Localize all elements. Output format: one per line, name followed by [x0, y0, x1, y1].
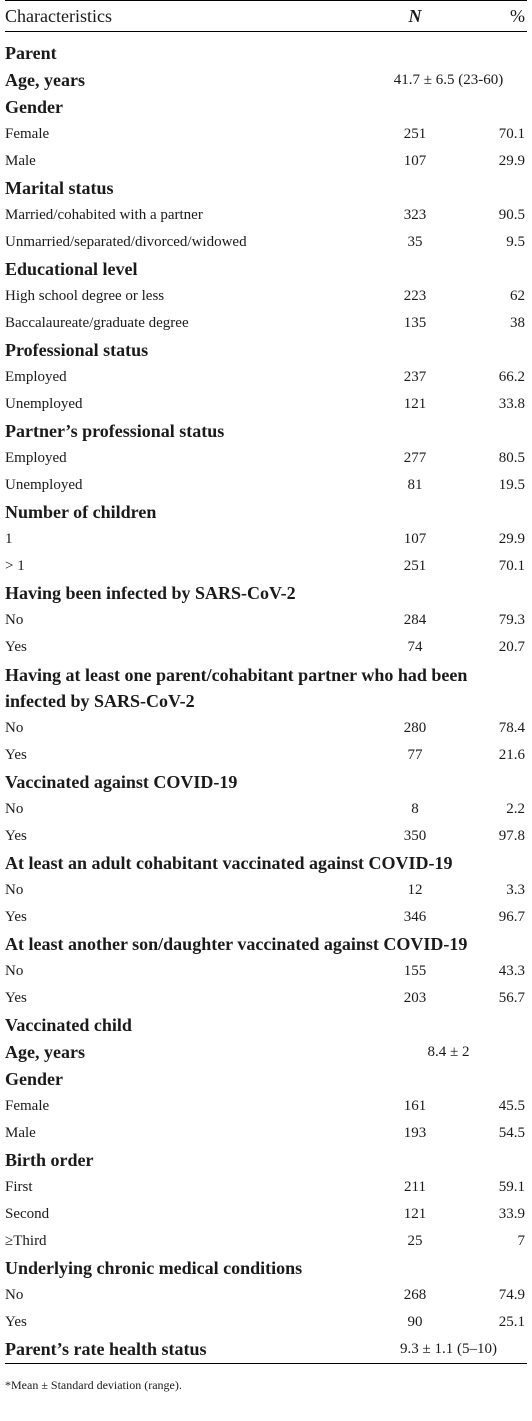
section-header-row [5, 175, 527, 202]
table-row [5, 715, 527, 742]
row-label: First [5, 1179, 33, 1195]
row-label: Yes [5, 1314, 27, 1330]
row-percent: 90.5 [498, 207, 525, 223]
section-header-row [5, 418, 527, 445]
row-percent: 7 [517, 1233, 525, 1249]
summary-value: 9.3 ± 1.1 (5–10) [370, 1336, 527, 1364]
row-n: 237 [403, 369, 427, 385]
section-label: Educational level [5, 259, 138, 279]
summary-row [5, 1039, 527, 1066]
row-n: 107 [403, 153, 427, 169]
table-row [5, 985, 527, 1012]
row-n: 121 [403, 396, 427, 412]
section-header-row [5, 850, 527, 877]
section-label: Having at least one parent/cohabitant partner who had been infected by SARS-CoV-2 [5, 665, 468, 711]
row-n: 346 [403, 909, 427, 925]
section-header-row [5, 1255, 527, 1282]
section-label: Gender [5, 97, 63, 117]
row-n: 135 [403, 315, 427, 331]
section-header-row [5, 32, 527, 68]
section-label: Partner’s professional status [5, 421, 225, 441]
row-label: Employed [5, 450, 67, 466]
row-n: 223 [403, 288, 427, 304]
table-body [5, 32, 527, 1364]
table-row [5, 202, 527, 229]
section-header-row [5, 1147, 527, 1174]
row-percent: 43.3 [498, 963, 525, 979]
row-n: 193 [403, 1125, 427, 1141]
table-row [5, 445, 527, 472]
row-label: Married/cohabited with a partner [5, 207, 203, 223]
row-label: No [5, 612, 24, 628]
row-n: 161 [403, 1098, 427, 1114]
summary-row [5, 67, 527, 94]
row-label: Female [5, 126, 50, 142]
table-row [5, 283, 527, 310]
row-label: Employed [5, 369, 67, 385]
row-percent: 38 [510, 315, 525, 331]
table-row [5, 391, 527, 418]
table-row [5, 553, 527, 580]
section-label: Vaccinated child [5, 1015, 132, 1035]
row-label: Second [5, 1206, 50, 1222]
row-n: 8 [411, 801, 419, 817]
row-label: Female [5, 1098, 50, 1114]
summary-value: 41.7 ± 6.5 (23-60) [393, 72, 504, 88]
section-label: Age, years [5, 1042, 85, 1062]
table-row [5, 823, 527, 850]
section-label: Marital status [5, 178, 114, 198]
table-row [5, 121, 527, 148]
row-percent: 25.1 [498, 1314, 525, 1330]
row-label: Yes [5, 990, 27, 1006]
row-n: 81 [407, 477, 423, 493]
row-label: No [5, 801, 24, 817]
row-n: 251 [403, 126, 427, 142]
row-n: 284 [403, 612, 427, 628]
row-percent: 19.5 [498, 477, 525, 493]
table-row [5, 1201, 527, 1228]
table-row [5, 1228, 527, 1255]
row-percent: 33.9 [498, 1206, 525, 1222]
section-label: Vaccinated against COVID-19 [5, 772, 238, 792]
row-n: 203 [403, 990, 427, 1006]
row-percent: 29.9 [498, 531, 525, 547]
row-percent: 56.7 [498, 990, 525, 1006]
table-row [5, 526, 527, 553]
table-row [5, 877, 527, 904]
row-percent: 3.3 [506, 882, 525, 898]
section-header-row [5, 661, 527, 715]
row-percent: 78.4 [498, 720, 525, 736]
section-header-row [5, 337, 527, 364]
row-label: Male [5, 153, 36, 169]
row-percent: 96.7 [498, 909, 525, 925]
summary-row [5, 1336, 527, 1364]
section-header-row [5, 499, 527, 526]
table-row [5, 229, 527, 256]
table-row [5, 472, 527, 499]
row-n: 268 [403, 1287, 427, 1303]
row-percent: 70.1 [498, 126, 525, 142]
table-row [5, 607, 527, 634]
section-label: Gender [5, 1069, 63, 1089]
section-label: Parent [5, 43, 57, 63]
table-row [5, 634, 527, 661]
section-header-row [5, 1012, 527, 1039]
row-percent: 97.8 [498, 828, 525, 844]
table-header-row [5, 1, 527, 32]
row-n: 107 [403, 531, 427, 547]
row-percent: 70.1 [498, 558, 525, 574]
footnote: *Mean ± Standard deviation (range). [5, 1378, 182, 1392]
row-n: 350 [403, 828, 427, 844]
row-n: 35 [407, 234, 423, 250]
row-n: 25 [407, 1233, 423, 1249]
row-label: Unmarried/separated/divorced/widowed [5, 234, 247, 250]
section-label: At least an adult cohabitant vaccinated against COVID-19 [5, 853, 453, 873]
row-percent: 59.1 [498, 1179, 525, 1195]
row-label: Yes [5, 747, 27, 763]
row-n: 77 [407, 747, 423, 763]
header-characteristics: Characteristics [5, 1, 370, 32]
row-label: Yes [5, 828, 27, 844]
section-header-row [5, 1066, 527, 1093]
row-percent: 20.7 [498, 639, 525, 655]
row-label: Unemployed [5, 396, 83, 412]
row-percent: 66.2 [498, 369, 525, 385]
table-row [5, 310, 527, 337]
row-percent: 21.6 [498, 747, 525, 763]
table-row [5, 148, 527, 175]
row-percent: 62 [510, 288, 525, 304]
row-n: 251 [403, 558, 427, 574]
row-n: 74 [407, 639, 423, 655]
row-percent: 54.5 [498, 1125, 525, 1141]
section-label: Professional status [5, 340, 149, 360]
row-percent: 79.3 [498, 612, 525, 628]
row-percent: 80.5 [498, 450, 525, 466]
row-n: 155 [403, 963, 427, 979]
section-label: Having been infected by SARS-CoV-2 [5, 583, 296, 603]
row-label: 1 [5, 531, 13, 547]
row-label: Male [5, 1125, 36, 1141]
section-header-row [5, 94, 527, 121]
row-label: Yes [5, 639, 27, 655]
row-label: No [5, 882, 24, 898]
row-label: High school degree or less [5, 288, 165, 304]
header-n: N [370, 1, 460, 32]
row-label: Yes [5, 909, 27, 925]
table-row [5, 958, 527, 985]
row-label: No [5, 720, 24, 736]
section-label: Birth order [5, 1150, 94, 1170]
row-label: Baccalaureate/graduate degree [5, 315, 189, 331]
row-percent: 2.2 [506, 801, 525, 817]
row-n: 277 [403, 450, 427, 466]
row-n: 323 [403, 207, 427, 223]
row-n: 90 [407, 1314, 423, 1330]
row-percent: 29.9 [498, 153, 525, 169]
row-n: 121 [403, 1206, 427, 1222]
table-row [5, 796, 527, 823]
row-percent: 9.5 [506, 234, 525, 250]
section-header-row [5, 769, 527, 796]
section-label: Age, years [5, 70, 85, 90]
row-label: No [5, 963, 24, 979]
row-label: Unemployed [5, 477, 83, 493]
table-row [5, 904, 527, 931]
table-row [5, 364, 527, 391]
section-label: At least another son/daughter vaccinated against COVID-19 [5, 934, 468, 954]
table-row [5, 1093, 527, 1120]
section-label: Number of children [5, 502, 157, 522]
section-header-row [5, 580, 527, 607]
table-row [5, 1309, 527, 1336]
table-row [5, 1282, 527, 1309]
table-row [5, 1120, 527, 1147]
row-percent: 74.9 [498, 1287, 525, 1303]
section-label: Parent’s rate health status [5, 1336, 370, 1364]
row-label: ≥Third [5, 1233, 47, 1249]
row-n: 12 [407, 882, 423, 898]
header-percent: % [460, 1, 527, 32]
section-header-row [5, 256, 527, 283]
section-label: Underlying chronic medical conditions [5, 1258, 303, 1278]
characteristics-table [5, 0, 527, 1364]
table-row [5, 1174, 527, 1201]
summary-value: 8.4 ± 2 [427, 1044, 470, 1060]
row-n: 211 [404, 1179, 426, 1195]
table-row [5, 742, 527, 769]
row-percent: 33.8 [498, 396, 525, 412]
row-label: No [5, 1287, 24, 1303]
row-percent: 45.5 [498, 1098, 525, 1114]
row-label: > 1 [5, 558, 25, 574]
row-n: 280 [403, 720, 427, 736]
section-header-row [5, 931, 527, 958]
